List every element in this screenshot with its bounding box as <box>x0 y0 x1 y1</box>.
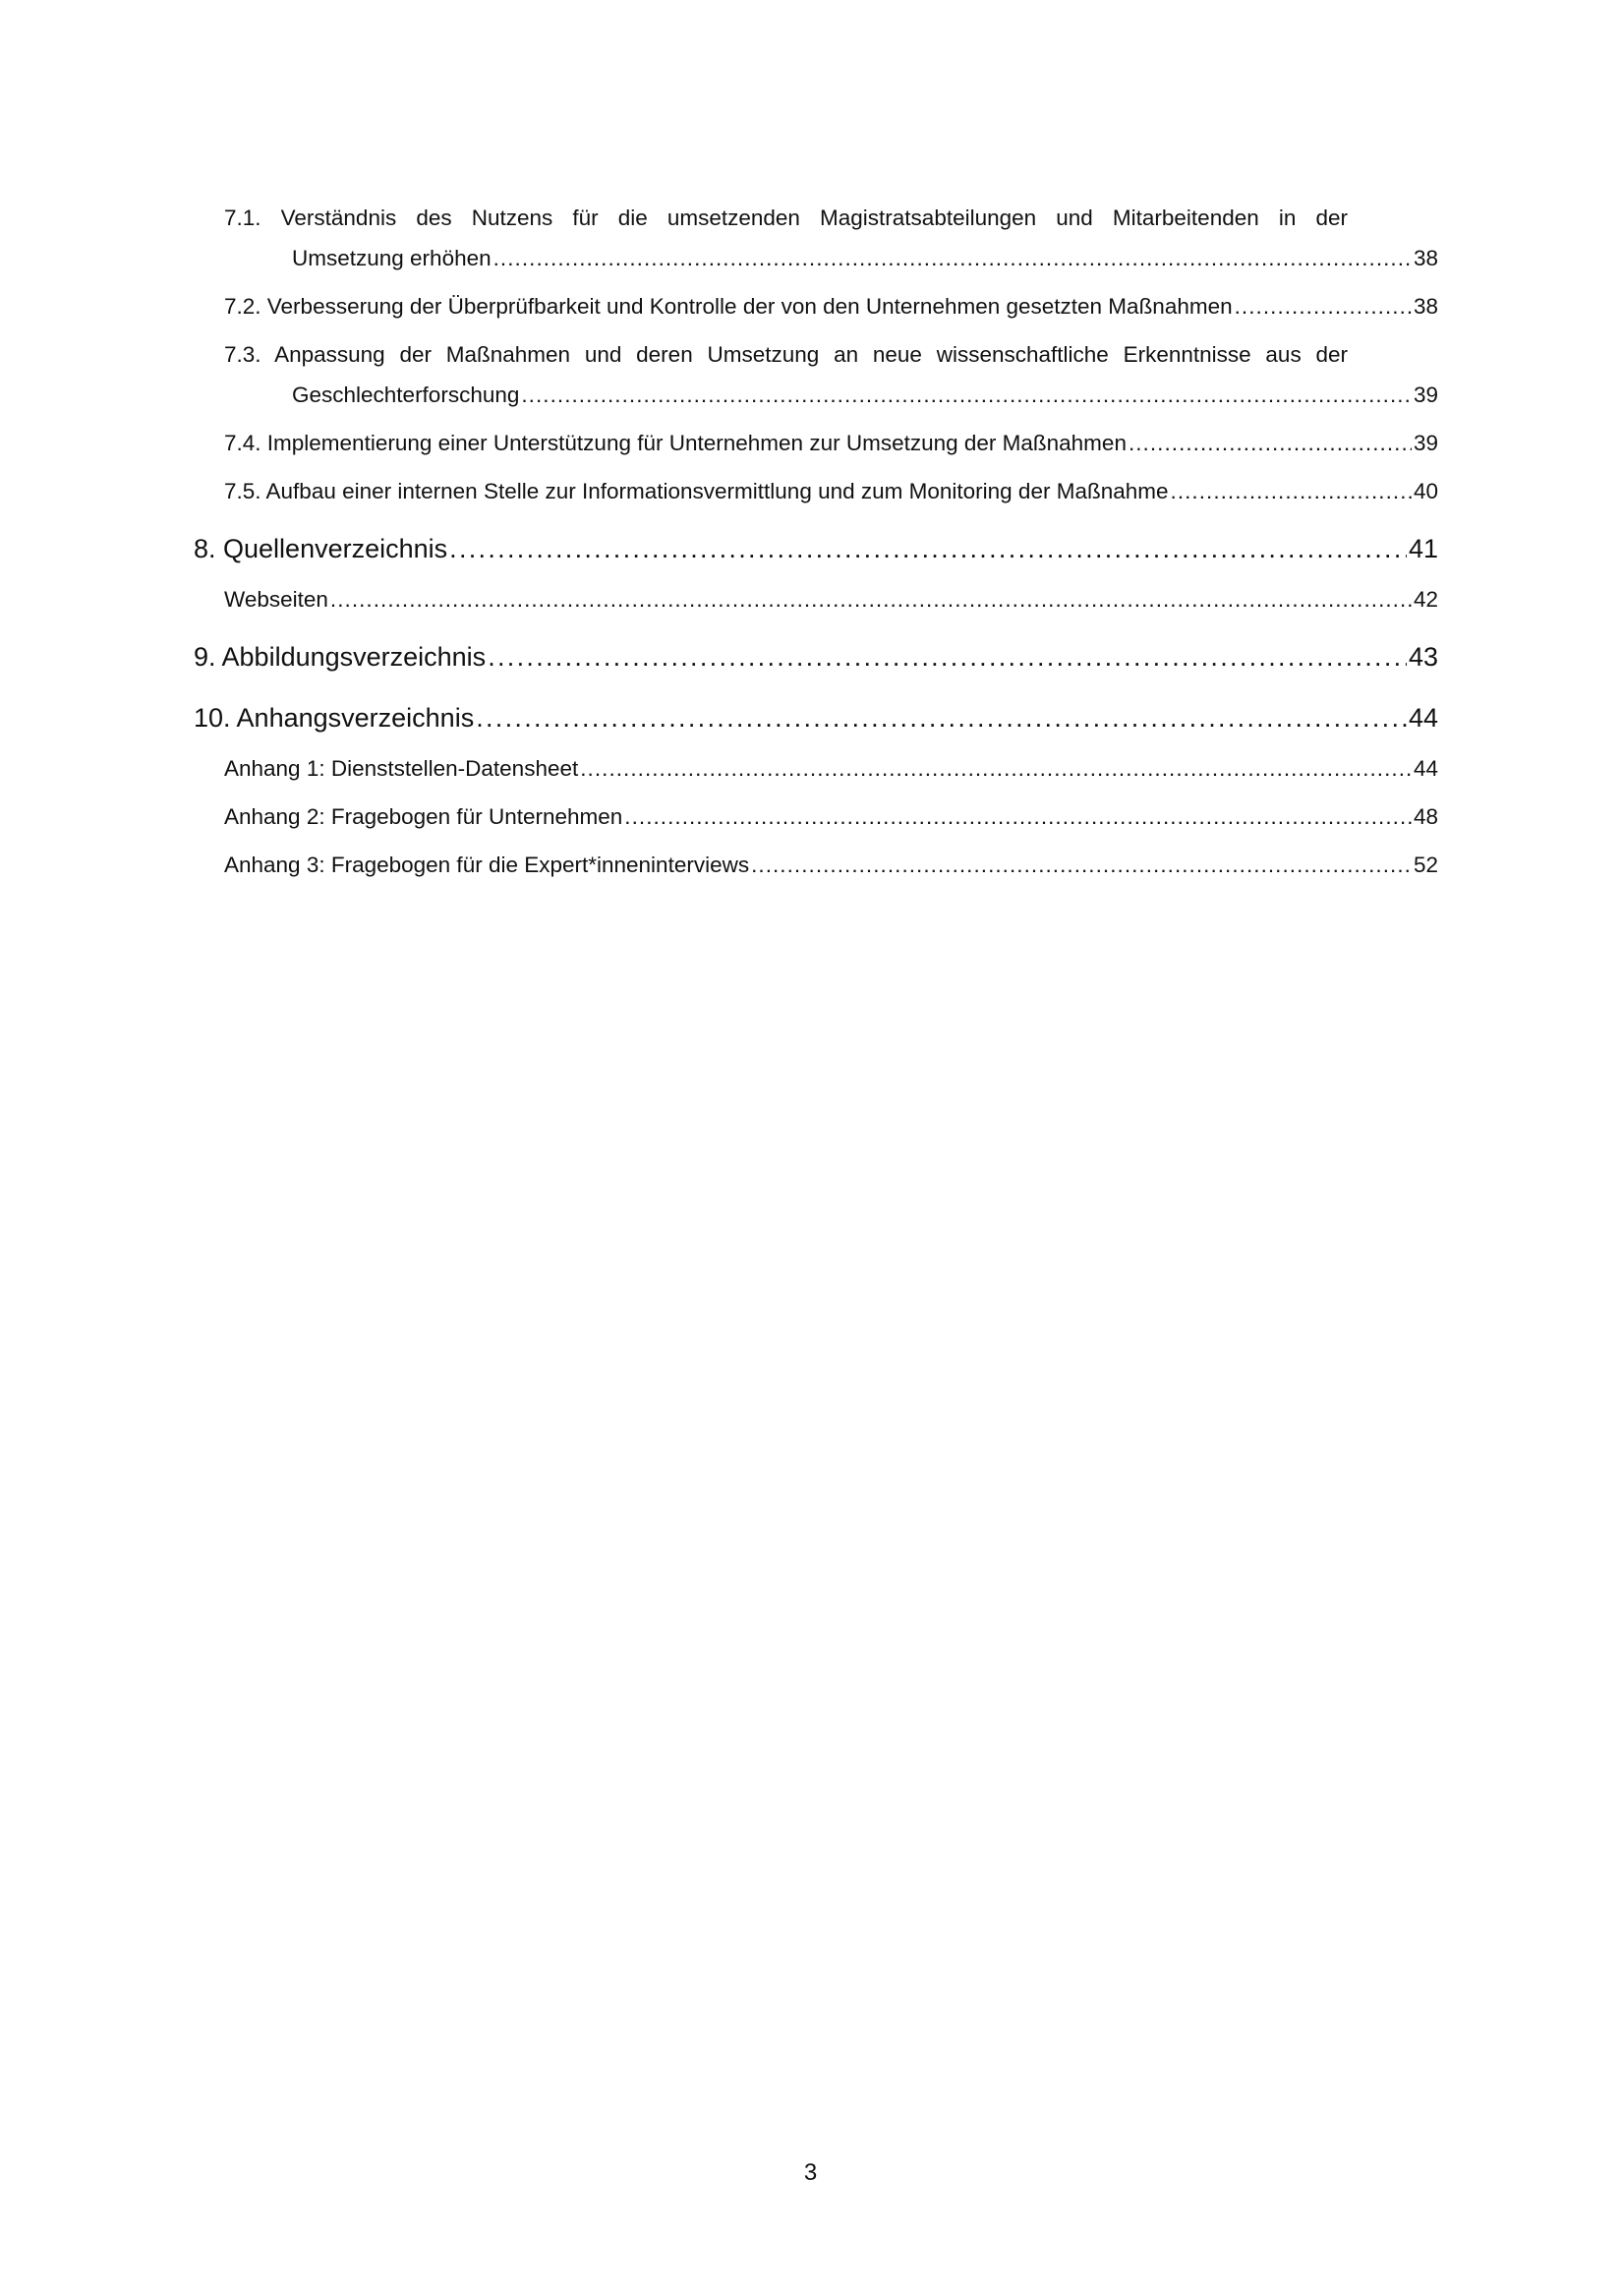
toc-entry-anhang-2[interactable] <box>194 797 1438 837</box>
dot-leader <box>1171 472 1412 511</box>
dot-leader <box>476 695 1407 740</box>
toc-entry-label: 10. Anhangsverzeichnis <box>194 703 475 733</box>
toc-entry-7-1-line1: 7.1. Verständnis des Nutzens für die umsetzenden Magistratsabteilungen und Mitarbeitenden in der <box>224 206 1348 230</box>
toc-entry-10[interactable] <box>194 695 1438 740</box>
toc-entry-8[interactable] <box>194 526 1438 571</box>
dot-leader <box>751 846 1412 885</box>
toc-page-number: 52 <box>1413 853 1438 877</box>
toc-entry-label: 9. Abbildungsverzeichnis <box>194 642 487 672</box>
dot-leader <box>580 749 1412 789</box>
toc-entry-label: Webseiten <box>224 587 328 612</box>
page-number: 3 <box>803 2159 818 2186</box>
toc-page-number: 40 <box>1413 479 1438 503</box>
dot-leader <box>521 376 1412 415</box>
dot-leader <box>1129 424 1412 463</box>
dot-leader <box>1235 287 1412 326</box>
toc-page-number: 39 <box>1413 383 1438 407</box>
toc-page-number: 42 <box>1413 587 1438 612</box>
toc-entry-7-3[interactable] <box>194 376 1438 415</box>
toc-page-number: 48 <box>1413 804 1438 829</box>
toc-entry-label: Anhang 1: Dienststellen-Datensheet <box>224 756 579 781</box>
toc-entry-7-5[interactable] <box>194 472 1438 511</box>
toc-entry-label: Anhang 2: Fragebogen für Unternehmen <box>224 804 623 829</box>
toc-page-number: 44 <box>1408 703 1438 733</box>
toc-entry-label: Umsetzung erhöhen <box>292 246 492 270</box>
toc-entry-7-1[interactable] <box>194 239 1438 278</box>
toc-entry-label: 8. Quellenverzeichnis <box>194 534 448 563</box>
dot-leader <box>624 797 1412 837</box>
toc-entry-anhang-1[interactable] <box>194 749 1438 789</box>
dot-leader <box>488 634 1407 679</box>
toc-entry-webseiten[interactable] <box>194 580 1438 619</box>
toc-entry-anhang-3[interactable] <box>194 846 1438 885</box>
toc-entry-label: 7.2. Verbesserung der Überprüfbarkeit und Kontrolle der von den Unternehmen gesetzten Maßnahmen <box>224 294 1233 319</box>
toc-entry-7-3-line1: 7.3. Anpassung der Maßnahmen und deren Umsetzung an neue wissenschaftliche Erkenntnisse aus der <box>224 342 1348 367</box>
toc-entry-7-2[interactable] <box>194 287 1438 326</box>
toc-entry-label: Anhang 3: Fragebogen für die Expert*inneninterviews <box>224 853 750 877</box>
toc-page-number: 41 <box>1408 534 1438 563</box>
dot-leader <box>330 580 1412 619</box>
toc-page-number: 44 <box>1413 756 1438 781</box>
dot-leader <box>493 239 1412 278</box>
toc-page-number: 39 <box>1413 431 1438 455</box>
toc-page-number: 38 <box>1413 294 1438 319</box>
toc-entry-label: Geschlechterforschung <box>292 383 520 407</box>
toc-entry-7-4[interactable] <box>194 424 1438 463</box>
toc-page-number: 43 <box>1408 642 1438 672</box>
toc-entry-label: 7.5. Aufbau einer internen Stelle zur Informationsvermittlung und zum Monitoring der Maßnahme <box>224 479 1169 503</box>
toc-page-number: 38 <box>1413 246 1438 270</box>
toc-entry-label: 7.4. Implementierung einer Unterstützung für Unternehmen zur Umsetzung der Maßnahmen <box>224 431 1127 455</box>
toc-entry-9[interactable] <box>194 634 1438 679</box>
dot-leader <box>449 526 1407 571</box>
